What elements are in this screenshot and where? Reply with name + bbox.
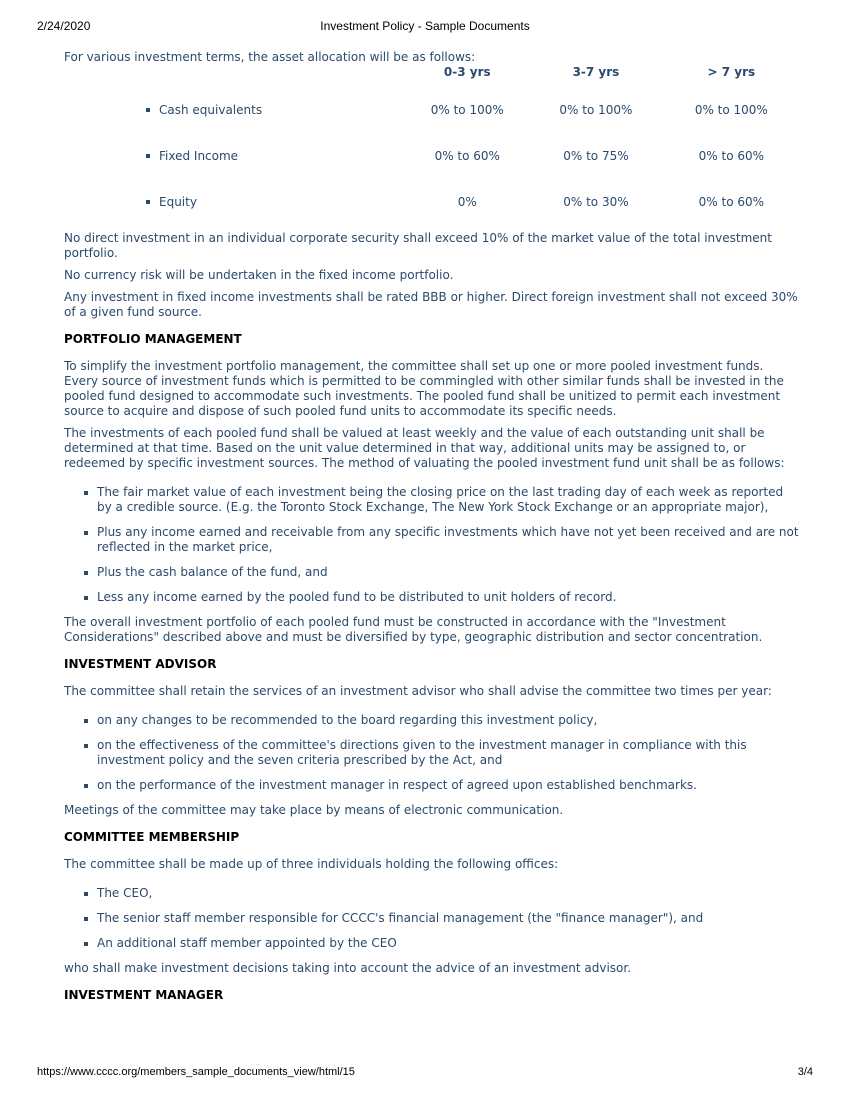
table-cell: 0% to 60% xyxy=(698,194,765,209)
page-number: 3/4 xyxy=(797,1066,813,1078)
allocation-table xyxy=(64,65,800,225)
allocation-intro: For various investment terms, the asset allocation will be as follows: xyxy=(64,50,476,64)
list-item: The fair market value of each investment being the closing price on the last trading day of each week as reported by a credible source. (E.g. the Toronto Stock Exchange, The New York Stock Exchange or an appropriate major), xyxy=(97,485,800,515)
row-label: Equity xyxy=(64,179,405,225)
section-heading-investment-manager: INVESTMENT MANAGER xyxy=(64,988,224,1002)
row-label: Fixed Income xyxy=(64,133,405,179)
paragraph-rating: Any investment in fixed income investments shall be rated BBB or higher. Direct foreign investment shall not exceed 30% of a given fund source. xyxy=(64,290,798,319)
paragraph: To simplify the investment portfolio management, the committee shall set up one or more pooled investment funds. Every source of investment funds which is permitted to be commingled with other similar funds shall be invested in the pooled fund designed to accommodate such investments. The pooled fund shall be unitized to permit each investment source to acquire and dispose of such pooled fund units to accommodate its specific needs. xyxy=(64,359,784,418)
paragraph: The committee shall be made up of three individuals holding the following offices: xyxy=(64,857,559,871)
column-header: > 7 yrs xyxy=(707,65,756,79)
bullet-icon xyxy=(146,200,150,204)
list-item: Less any income earned by the pooled fund to be distributed to unit holders of record. xyxy=(97,590,800,605)
bullet-icon xyxy=(146,154,150,158)
allocation-header-empty xyxy=(64,65,405,87)
section-heading-portfolio-management: PORTFOLIO MANAGEMENT xyxy=(64,332,242,346)
table-row xyxy=(64,87,800,133)
paragraph-no-currency-risk: No currency risk will be undertaken in the fixed income portfolio. xyxy=(64,268,454,282)
list-item: Plus the cash balance of the fund, and xyxy=(97,565,800,580)
table-cell: 0% to 30% xyxy=(563,194,629,209)
section-heading-committee-membership: COMMITTEE MEMBERSHIP xyxy=(64,830,240,844)
list-item: An additional staff member appointed by the CEO xyxy=(97,936,800,951)
section-heading-investment-advisor: INVESTMENT ADVISOR xyxy=(64,657,217,671)
paragraph: The overall investment portfolio of each pooled fund must be constructed in accordance with the "Investment Considerations" described above and must be diversified by type, geographic distribution and sector concentration. xyxy=(64,615,763,644)
column-header: 3-7 yrs xyxy=(572,65,620,79)
list-item: Plus any income earned and receivable from any specific investments which have not yet been received and are not reflected in the market price, xyxy=(97,525,799,554)
document-body xyxy=(64,50,800,1015)
table-cell: 0% to 75% xyxy=(563,148,629,163)
list-item: on the effectiveness of the committee's directions given to the investment manager in compliance with this investment policy and the seven criteria prescribed by the Act, and xyxy=(97,738,800,768)
table-cell: 0% to 100% xyxy=(430,102,504,117)
list-item: The CEO, xyxy=(97,886,800,901)
paragraph-no-direct-investment: No direct investment in an individual corporate security shall exceed 10% of the market value of the total investment portfolio. xyxy=(64,231,772,260)
table-row xyxy=(64,179,800,225)
table-cell: 0% to 60% xyxy=(698,148,765,163)
paragraph: Meetings of the committee may take place by means of electronic communication. xyxy=(64,803,564,817)
row-label: Cash equivalents xyxy=(64,87,405,133)
table-cell: 0% to 100% xyxy=(694,102,768,117)
allocation-header-row xyxy=(64,65,800,87)
paragraph: The investments of each pooled fund shall be valued at least weekly and the value of each outstanding unit shall be determined at that time. Based on the unit value determined in that way, additional units may be assigned to, or redeemed by specific investment sources. The method of valuating the pooled investment fund unit shall be as follows: xyxy=(64,426,785,470)
paragraph: who shall make investment decisions taking into account the advice of an investment advisor. xyxy=(64,961,632,975)
paragraph: The committee shall retain the services of an investment advisor who shall advise the committee two times per year: xyxy=(64,684,772,698)
print-url: https://www.cccc.org/members_sample_documents_view/html/15 xyxy=(37,1066,355,1078)
column-header: 0-3 yrs xyxy=(443,65,491,79)
list-item: The senior staff member responsible for CCCC's financial management (the "finance manager"), and xyxy=(97,911,800,926)
advisor-list xyxy=(64,713,800,793)
print-date: 2/24/2020 xyxy=(37,19,91,33)
table-cell: 0% xyxy=(457,194,477,209)
bullet-icon xyxy=(146,108,150,112)
table-cell: 0% to 100% xyxy=(559,102,633,117)
table-row xyxy=(64,133,800,179)
list-item: on any changes to be recommended to the board regarding this investment policy, xyxy=(97,713,800,728)
table-cell: 0% to 60% xyxy=(434,148,500,163)
membership-list xyxy=(64,886,800,951)
print-title: Investment Policy - Sample Documents xyxy=(320,19,530,33)
list-item: on the performance of the investment manager in respect of agreed upon established benchmarks. xyxy=(97,778,800,793)
valuation-list xyxy=(64,485,800,605)
